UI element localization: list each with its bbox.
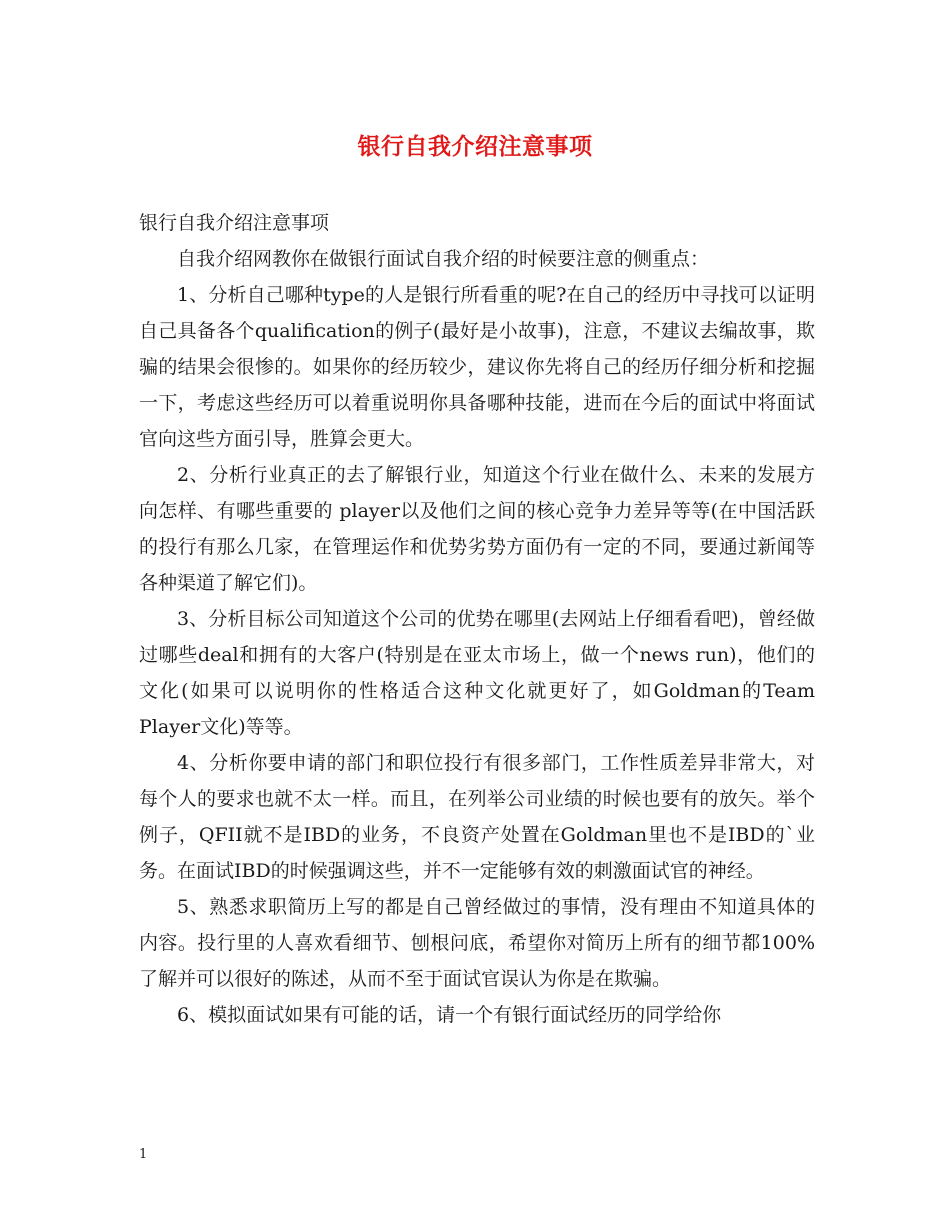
page-number: 1 — [139, 1147, 148, 1162]
paragraph-3: 3、分析目标公司知道这个公司的优势在哪里(去网站上仔细看看吧)，曾经做过哪些deal和拥有的大客户(特别是在亚太市场上，做一个news run)，他们的文化(如果可以说明你的性格适合这种文化就更好了，如Goldman的Team Player文化)等等。 — [139, 608, 815, 738]
paragraph-1: 1、分析自己哪种type的人是银行所看重的呢?在自己的经历中寻找可以证明自己具备各个qualification的例子(最好是小故事)，注意，不建议去编故事，欺骗的结果会很惨的。如果你的经历较少，建议你先将自己的经历仔细分析和挖掘一下，考虑这些经历可以着重说明你具备哪种技能，进而在今后的面试中将面试官向这些方面引导，胜算会更大。 — [139, 284, 815, 450]
document-title: 银行自我介绍注意事项 — [357, 133, 593, 160]
paragraph-4: 4、分析你要申请的部门和职位投行有很多部门，工作性质差异非常大，对每个人的要求也就不太一样。而且，在列举公司业绩的时候也要有的放矢。举个例子，QFII就不是IBD的业务，不良资产处置在Goldman里也不是IBD的`业务。在面试IBD的时候强调这些，并不一定能够有效的刺激面试官的神经。 — [139, 752, 815, 882]
paragraph-2: 2、分析行业真正的去了解银行业，知道这个行业在做什么、未来的发展方向怎样、有哪些重要的 player以及他们之间的核心竞争力差异等等(在中国活跃的投行有那么几家，在管理运作和优势劣势方面仍有一定的不同，要通过新闻等各种渠道了解它们)。 — [139, 464, 815, 594]
document-body — [139, 205, 815, 1033]
section-heading: 银行自我介绍注意事项 — [139, 212, 330, 234]
paragraph-5: 5、熟悉求职简历上写的都是自己曾经做过的事情，没有理由不知道具体的内容。投行里的人喜欢看细节、刨根问底，希望你对简历上所有的细节都100%了解并可以很好的陈述，从而不至于面试官误认为你是在欺骗。 — [139, 896, 815, 990]
paragraph-6: 6、模拟面试如果有可能的话，请一个有银行面试经历的同学给你 — [177, 1004, 722, 1026]
paragraph-intro: 自我介绍网教你在做银行面试自我介绍的时候要注意的侧重点： — [177, 248, 710, 270]
